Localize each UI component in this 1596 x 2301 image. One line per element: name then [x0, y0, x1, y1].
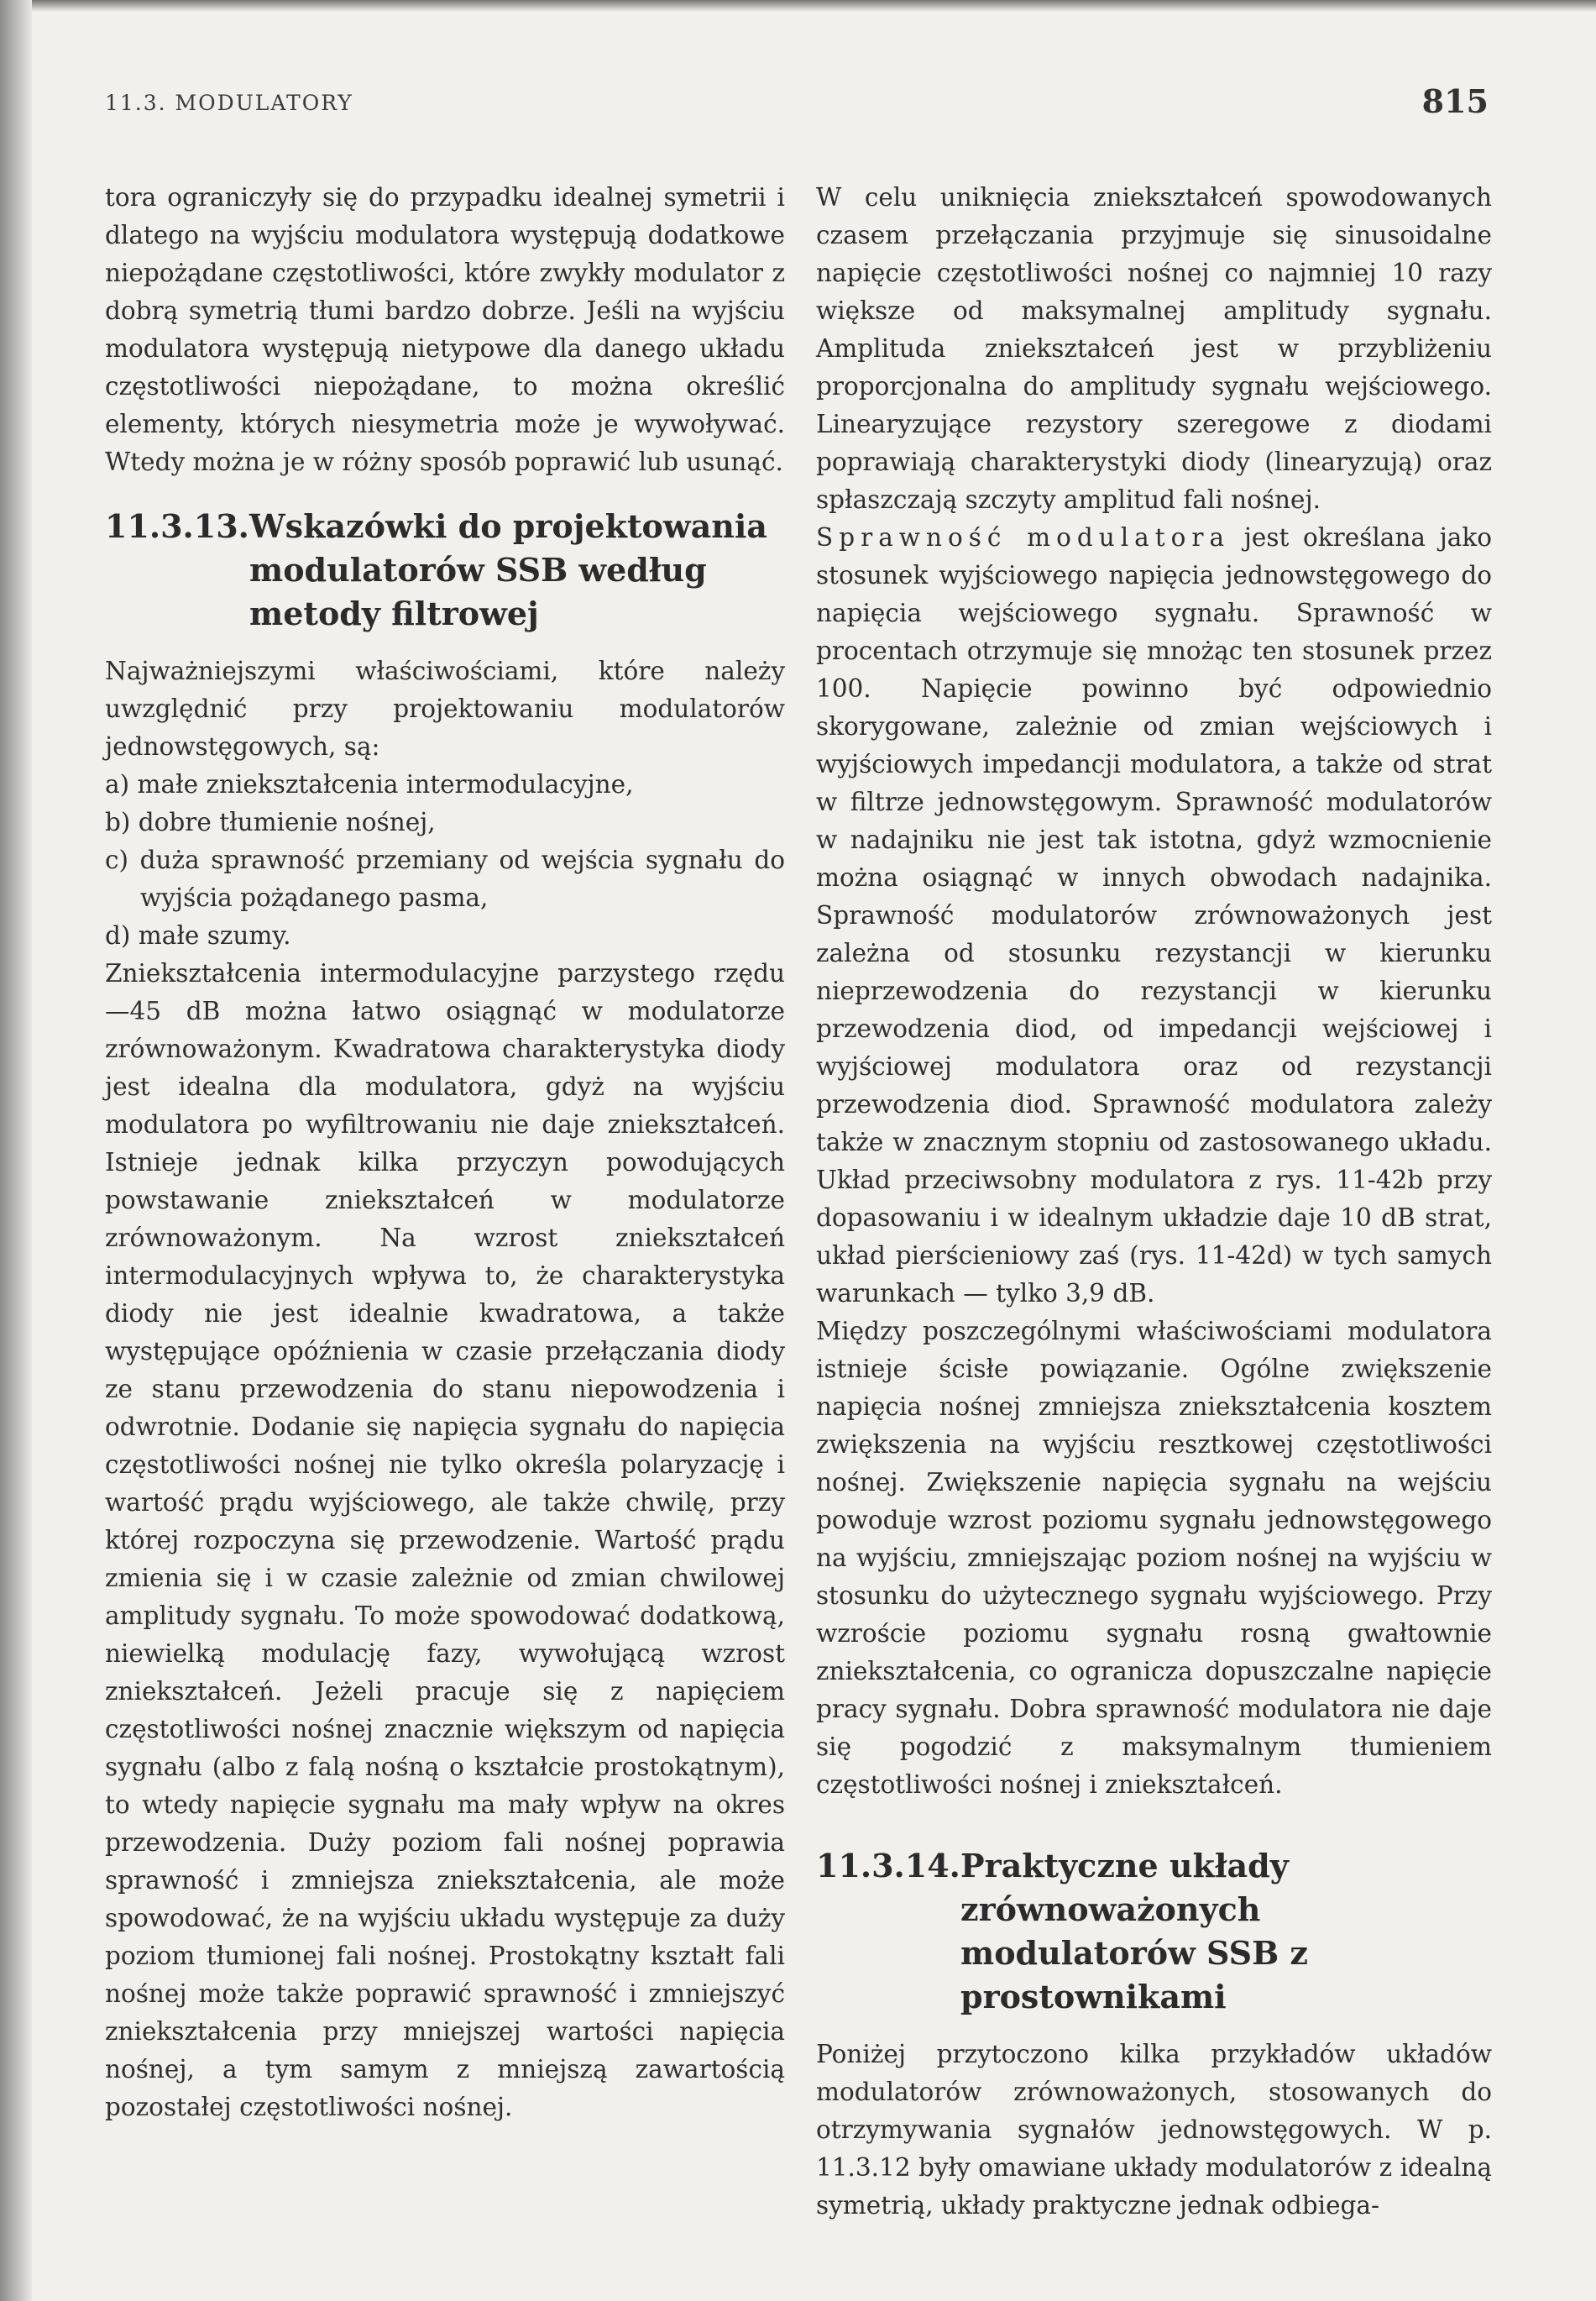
paragraph: W celu uniknięcia zniekształceń spowodowanych czasem przełączania przyjmuje się sinusoidalne napięcie częstotliwości nośnej co najmniej 10 razy większe od maksymalnej amplitudy sygnału. Amplituda zniekształceń jest w przybliżeniu proporcjonalna do amplitudy sygnału wejściowego. Linearyzujące rezystory szeregowe z diodami poprawiają charakterystyki diody (linearyzują) oraz spłaszczają szczyty amplitud fali nośnej. — [816, 183, 1492, 514]
section-title: Praktyczne układy zrównoważonych modulatorów SSB z prostownikami — [960, 1847, 1308, 2015]
list-item: d) małe szumy. — [105, 921, 291, 950]
section-heading — [816, 1844, 1492, 2019]
scan-top-shadow — [0, 0, 1596, 12]
list-item: b) dobre tłumienie nośnej, — [105, 808, 436, 836]
paragraph: Między poszczególnymi właściwościami modulatora istnieje ścisłe powiązanie. Ogólne zwiększenie napięcia nośnej zmniejsza zniekształcenia kosztem zwiększenia na wyjściu resztkowej częstotliwości nośnej. Zwiększenie napięcia sygnału na wejściu powoduje wzrost poziomu sygnału jednowstęgowego na wyjściu, zmniejszając poziom nośnej na wyjściu w stosunku do użytecznego sygnału wyjściowego. Przy wzroście poziomu sygnału rosną gwałtownie zniekształcenia, co ogranicza dopuszczalne napięcie pracy sygnału. Dobra sprawność modulatora nie daje się pogodzić z maksymalnym tłumieniem częstotliwości nośnej i zniekształceń. — [816, 1317, 1492, 1799]
paragraph: Zniekształcenia intermodulacyjne parzystego rzędu —45 dB można łatwo osiągnąć w modulatorze zrównoważonym. Kwadratowa charakterystyka diody jest idealna dla modulatora, gdyż na wyjściu modulatora po wyfiltrowaniu nie daje zniekształceń. Istnieje jednak kilka przyczyn powodujących powstawanie zniekształceń w modulatorze zrównoważonym. Na wzrost zniekształceń intermodulacyjnych wpływa to, że charakterystyka diody nie jest idealnie kwadratowa, a także występujące opóźnienia w czasie przełączania diody ze stanu przewodzenia do stanu niepowodzenia i odwrotnie. Dodanie się napięcia sygnału do napięcia częstotliwości nośnej nie tylko określa polaryzację i wartość prądu wyjściowego, ale także chwilę, przy której rozpoczyna się przewodzenie. Wartość prądu zmienia się i w czasie zależnie od zmian chwilowej amplitudy sygnału. To może spowodować dodatkową, niewielką modulację fazy, wywołującą wzrost zniekształceń. Jeżeli pracuje się z napięciem częstotliwości nośnej znacznie większym od napięcia sygnału (albo z falą nośną o kształcie prostokątnym), to wtedy napięcie sygnału ma mały wpływ na okres przewodzenia. Duży poziom fali nośnej poprawia sprawność i zmniejsza zniekształcenia, ale może spowodować, że na wyjściu układu występuje za duży poziom tłumionej fali nośnej. Prostokątny kształt fali nośnej może także poprawić sprawność i zmniejszyć zniekształcenia przy mniejszej wartości napięcia nośnej, a tym samym z mniejszą zawartością pozostałej częstotliwości nośnej. — [105, 959, 785, 2121]
section-number: 11.3.13. — [105, 507, 249, 545]
section-heading — [105, 505, 785, 636]
page-number: 815 — [1421, 82, 1489, 120]
paragraph-text: jest określana jako stosunek wyjściowego napięcia jednowstęgowego do napięcia wejściowego sygnału. Sprawność w procentach otrzymuje się mnożąc ten stosunek przez 100. Napięcie powinno być odpowiednio skorygowane, zależnie od zmian wejściowych i wyjściowych impedancji modulatora, a także od strat w filtrze jednowstęgowym. Sprawność modulatorów w nadajniku nie jest tak istotna, gdyż wzmocnienie można osiągnąć w innych obwodach nadajnika. Sprawność modulatorów zrównoważonych jest zależna od stosunku rezystancji w kierunku nieprzewodzenia do rezystancji w kierunku przewodzenia diod, od impedancji wejściowej i wyjściowej modulatora oraz od rezystancji przewodzenia diod. Sprawność modulatora zależy także w znacznym stopniu od zastosowanego układu. Układ przeciwsobny modulatora z rys. 11-42b przy dopasowaniu i w idealnym układzie daje 10 dB strat, układ pierścieniowy zaś (rys. 11-42d) w tych samych warunkach — tylko 3,9 dB. — [816, 523, 1493, 1308]
paragraph — [816, 519, 1492, 1313]
list-item: c) duża sprawność przemiany od wejścia sygnału do wyjścia pożądanego pasma, — [105, 846, 785, 912]
section-title: Wskazówki do projektowania modulatorów SSB według metody filtrowej — [249, 507, 767, 632]
running-head: 11.3. MODULATORY — [105, 91, 353, 115]
paragraph: Poniżej przytoczono kilka przykładów układów modulatorów zrównoważonych, stosowanych do otrzymywania sygnałów jednowstęgowych. W p. 11.3.12 były omawiane układy modulatorów z idealną symetrią, układy praktyczne jednak odbiega- — [816, 2040, 1492, 2220]
paragraph: tora ograniczyły się do przypadku idealnej symetrii i dlatego na wyjściu modulatora występują dodatkowe niepożądane częstotliwości, które zwykły modulator z dobrą symetrią tłumi bardzo dobrze. Jeśli na wyjściu modulatora występują nietypowe dla danego układu częstotliwości niepożądane, to można określić elementy, których niesymetria może je wywoływać. Wtedy można je w różny sposób poprawić lub usunąć. — [105, 183, 785, 476]
scan-binding-shadow — [0, 0, 32, 2301]
section-number: 11.3.14. — [816, 1847, 960, 1884]
right-column — [816, 179, 1492, 2225]
list-item: a) małe zniekształcenia intermodulacyjne, — [105, 770, 634, 799]
left-column — [105, 179, 785, 2126]
term-emphasis: Sprawność modulatora — [816, 523, 1231, 552]
paragraph: Najważniejszymi właściwościami, które należy uwzględnić przy projektowaniu modulatorów jednowstęgowych, są: — [105, 657, 785, 761]
